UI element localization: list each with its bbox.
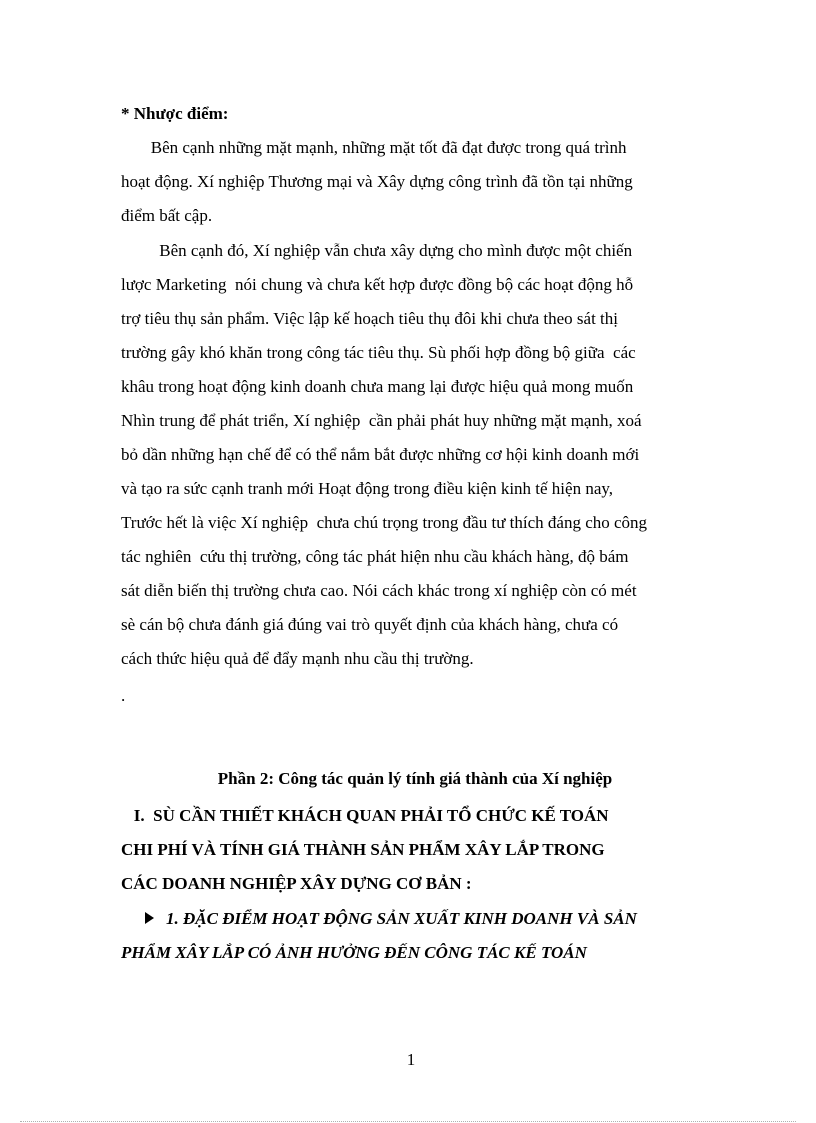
part-title: Phần 2: Công tác quản lý tính giá thành của Xí nghiệp [217,769,613,788]
weaknesses-heading: * Nhược điểm: [121,104,229,123]
paragraph-line: sè cán bộ chưa đánh giá đúng vai trò quyết định của khách hàng, chưa có [121,615,619,634]
paragraph-line: điểm bất cập. [121,206,213,225]
page-number: 1 [406,1050,416,1069]
paragraph-line: tác nghiên cứu thị trường, công tác phát hiện nhu cầu khách hàng, độ bám [121,547,629,566]
subsection-title-line-2: PHẨM XÂY LẮP CÓ ẢNH HƯỞNG ĐẾN CÔNG TÁC KẾ TOÁN [121,943,587,962]
paragraph-line: lược Marketing nói chung và chưa kết hợp được đồng bộ các hoạt động hỗ [121,275,634,294]
subsection-title-text: 1. ĐẶC ĐIỂM HOẠT ĐỘNG SẢN XUẤT KINH DOANH VÀ SẢN [166,909,637,928]
stray-dot: . [121,686,126,705]
paragraph-line: trợ tiêu thụ sản phẩm. Việc lập kế hoạch tiêu thụ đôi khi chưa theo sát thị [121,309,619,328]
paragraph-line: trường gây khó khăn trong công tác tiêu thụ. Sù phối hợp đồng bộ giữa các [121,343,636,362]
paragraph-line: Bên cạnh những mặt mạnh, những mặt tốt đã đạt được trong quá trình [121,138,627,157]
paragraph-1 [121,131,701,233]
section-title-line: CÁC DOANH NGHIỆP XÂY DỰNG CƠ BẢN : [121,874,472,893]
paragraph-line: cách thức hiệu quả để đẩy mạnh nhu cầu thị trường. [121,649,474,668]
paragraph-line: Trước hết là việc Xí nghiệp chưa chú trọng trong đầu tư thích đáng cho công [121,513,648,532]
section-title-line: CHI PHÍ VÀ TÍNH GIÁ THÀNH SẢN PHẨM XÂY LẮP TRONG [121,840,605,859]
paragraph-line: hoạt động. Xí nghiệp Thương mại và Xây dựng công trình đã tồn tại những [121,172,633,191]
paragraph-line: sát diễn biến thị trường chưa cao. Nói cách khác trong xí nghiệp còn có mét [121,581,637,600]
paragraph-line: Bên cạnh đó, Xí nghiệp vẫn chưa xây dựng cho mình được một chiến [121,241,633,260]
paragraph-line: Nhìn trung để phát triển, Xí nghiệp cần phải phát huy những mặt mạnh, xoá [121,411,642,430]
arrow-bullet-icon [145,912,154,924]
subsection-title [121,902,637,970]
page-bottom-divider [20,1121,796,1122]
paragraph-line: và tạo ra sức cạnh tranh mới Hoạt động trong điều kiện kinh tế hiện nay, [121,479,614,498]
paragraph-2 [121,234,701,676]
section-title-line: I. SÙ CẦN THIẾT KHÁCH QUAN PHẢI TỔ CHỨC KẾ TOÁN [121,806,609,825]
subsection-title-line-1 [121,902,637,936]
paragraph-line: bỏ dần những hạn chế để có thể nắm bắt được những cơ hội kinh doanh mới [121,445,640,464]
section-title [121,799,609,901]
paragraph-line: khâu trong hoạt động kinh doanh chưa mang lại được hiệu quả mong muốn [121,377,634,396]
